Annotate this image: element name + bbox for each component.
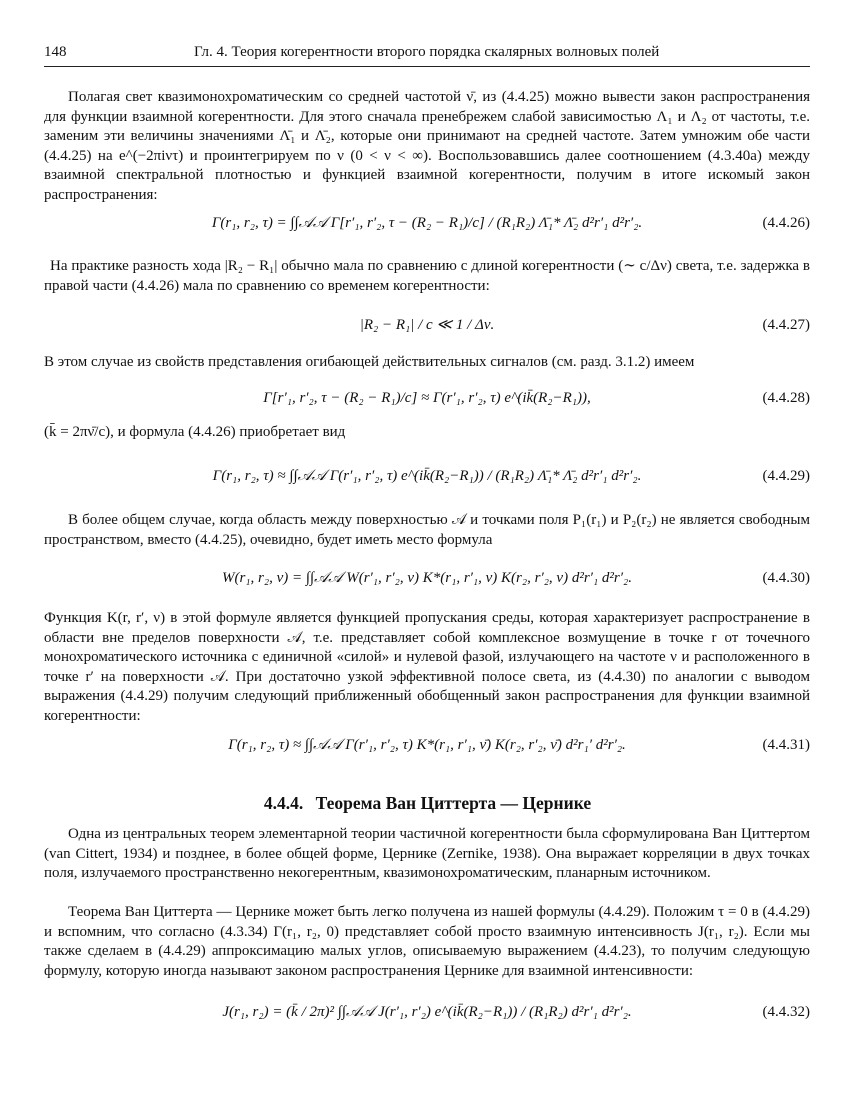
equation-4-4-30-formula: W(r₁, r₂, ν) = ∫∫𝒜𝒜 W(r′₁, r′₂, ν) K*(r₁, r′₁, ν) K(r₂, r′₂, ν) d²r′₁ d²r′₂. (221, 570, 633, 586)
equation-4-4-27-number: (4.4.27) (762, 317, 810, 333)
equation-4-4-28 (44, 378, 810, 418)
section-title: Теорема Ван Циттерта — Цернике (315, 793, 592, 813)
equation-4-4-29 (44, 456, 810, 496)
equation-4-4-28-number: (4.4.28) (762, 390, 810, 406)
paragraph-3 (44, 353, 810, 373)
running-title: Гл. 4. Теория когерентности второго порядка скалярных волновых полей (194, 44, 660, 60)
equation-4-4-31-number: (4.4.31) (762, 737, 810, 753)
paragraph-6 (44, 609, 810, 727)
equation-4-4-27-formula: |R₂ − R₁| / c ≪ 1 / Δν. (359, 317, 495, 333)
paragraph-7-text: Одна из центральных теорем элементарной теории частичной когерентности была сформулирована Ван Циттертом (van Cittert, 1934) и позднее, в более общей форме, Цернике (Zernike, 1938). Она выражает корреляции в двух точках поля, излучаемого пространственно некогерентным, квазимонохроматическим, планарным источником. (44, 826, 810, 882)
equation-4-4-31-formula: Γ(r₁, r₂, τ) ≈ ∫∫𝒜𝒜 Γ(r′₁, r′₂, τ) K*(r₁, r′₁, ν̄) K(r₂, r′₂, ν̄) d²r₁′ d²r′₂. (228, 737, 626, 753)
paragraph-3-text: В этом случае из свойств представления огибающей действительных сигналов (см. разд. 3.1.2) имеем (44, 354, 695, 370)
equation-4-4-26-formula: Γ(r₁, r₂, τ) = ∫∫𝒜𝒜 Γ[r′₁, r′₂, τ − (R₂ − R₁)/c] / (R₁R₂) Λ̄₁* Λ̄₂ d²r′₁ d²r′₂. (211, 215, 643, 231)
paragraph-8-text: Теорема Ван Циттерта — Цернике может быть легко получена из нашей формулы (4.4.29). Положим τ = 0 в (4.4.29) и вспомним, что согласно (4.3.34) Γ(r₁, r₂, 0) представляет собой просто взаимную интенсивность J(r₁, r₂). Если мы также сделаем в (4.4.29) аппроксимацию малых углов, описываемую выражением (4.4.23), то получим следующую формулу, которую иногда называют законом распространения Цернике для взаимной интенсивности: (44, 904, 810, 979)
equation-4-4-27 (44, 305, 810, 345)
equation-4-4-28-formula: Γ[r′₁, r′₂, τ − (R₂ − R₁)/c] ≈ Γ(r′₁, r′₂, τ) e^(ik̄(R₂−R₁)), (263, 390, 591, 406)
paragraph-6-text: Функция K(r, r′, ν) в этой формуле является функцией пропускания среды, которая характеризует распространение в области вне пределов поверхности 𝒜, т.е. представляет собой комплексное возмущение в точке r от точечного монохроматического источника с единичной «силой» и нулевой фазой, излучающего на частоте ν и расположенного в точке r′ на поверхности 𝒜. При достаточно узкой эффективной полосе света, из (4.4.30) по аналогии с выводом выражения (4.4.29) получим следующий приближенный обобщенный закон распространения для функции взаимной когерентности: (44, 610, 810, 724)
paragraph-5 (44, 511, 810, 550)
equation-4-4-32 (44, 992, 810, 1032)
equation-4-4-26-number: (4.4.26) (762, 215, 810, 231)
paragraph-4 (44, 423, 810, 443)
header-rule (44, 66, 810, 67)
equation-4-4-29-formula: Γ(r₁, r₂, τ) ≈ ∫∫𝒜𝒜 Γ(r′₁, r′₂, τ) e^(ik̄(R₂−R₁)) / (R₁R₂) Λ̄₁* Λ̄₂ d²r′₁ d²r′₂. (212, 468, 642, 484)
page-header (44, 44, 810, 64)
paragraph-4-text: (k̄ = 2πν̄/c), и формула (4.4.26) приобретает вид (44, 424, 346, 440)
equation-4-4-30-number: (4.4.30) (762, 570, 810, 586)
page-number: 148 (44, 44, 67, 60)
section-heading (0, 793, 855, 814)
paragraph-2 (44, 257, 810, 296)
paragraph-2-text: На практике разность хода |R₂ − R₁| обычно мала по сравнению с длиной когерентности (∼ c/Δν) света, т.е. задержка в правой части (4.4.26) мала по сравнению со временем когерентности: (44, 258, 810, 294)
equation-4-4-32-formula: J(r₁, r₂) = (k̄ / 2π)² ∫∫𝒜𝒜 J(r′₁, r′₂) e^(ik̄(R₂−R₁)) / (R₁R₂) d²r′₁ d²r′₂. (222, 1004, 632, 1020)
equation-4-4-32-number: (4.4.32) (762, 1004, 810, 1020)
paragraph-8 (44, 903, 810, 981)
equation-4-4-31 (44, 725, 810, 765)
equation-4-4-30 (44, 558, 810, 598)
paragraph-7 (44, 825, 810, 884)
equation-4-4-26 (44, 203, 810, 243)
paragraph-5-text: В более общем случае, когда область между поверхностью 𝒜 и точками поля P₁(r₁) и P₂(r₂) не является свободным пространством, вместо (4.4.25), очевидно, будет иметь место формула (44, 512, 810, 548)
equation-4-4-29-number: (4.4.29) (762, 468, 810, 484)
paragraph-1 (44, 88, 810, 206)
paragraph-1-text: Полагая свет квазимонохроматическим со средней частотой ν̄, из (4.4.25) можно вывести закон распространения для функции взаимной когерентности. Для этого сначала пренебрежем слабой зависимостью Λ₁ и Λ₂ от частоты, т.е. заменим эти величины значениями Λ̄₁ и Λ̄₂, которые они принимают на средней частоте. Затем умножим обе части (4.4.25) на e^(−2πiντ) и проинтегрируем по ν (0 < ν < ∞). Воспользовавшись далее соотношением (4.3.40а) между взаимной спектральной плотностью и функцией взаимной когерентности, получим в итоге искомый закон распространения: (44, 89, 810, 203)
section-number: 4.4.4. (263, 793, 304, 813)
